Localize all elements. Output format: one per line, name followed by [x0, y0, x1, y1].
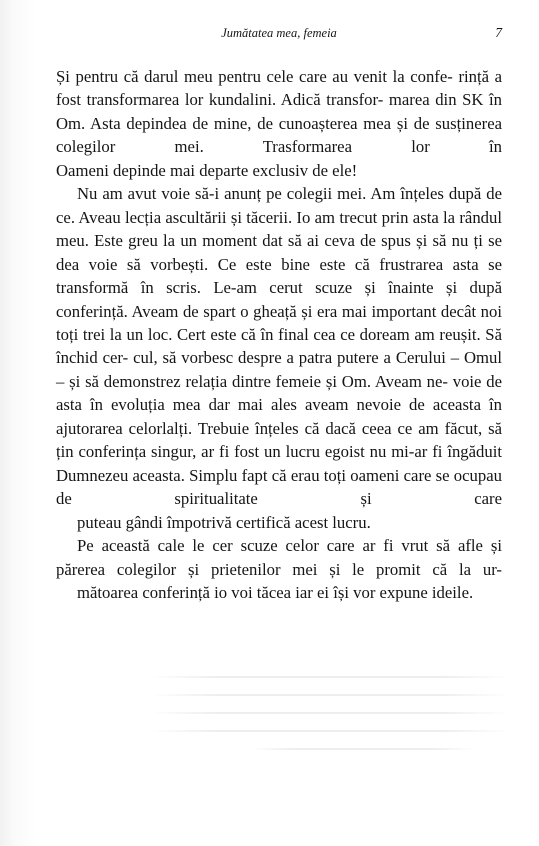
text-line: egoist nu mi-ar fi îngăduit Dumnezeu aceasta. Simplu fapt — [56, 442, 503, 485]
text-line: gheață și era mai important decât noi toți trei la un loc. — [56, 301, 502, 344]
text-line: Nu am avut voie să-i anunț pe colegii mei. Am înțeles — [77, 184, 444, 204]
text-line: că erau toți oameni care se ocupau de spiritualitate și care — [56, 465, 502, 509]
text-line: scuze și înainte și după conferință. Aveam de spart o — [56, 278, 502, 321]
text-line: Cert este că în final cea ce doream am reușit. Să închid cer- — [56, 324, 502, 368]
show-through-line — [150, 694, 510, 696]
text-line: cul, să vorbesc despre a patra putere a Cerului – Omul – — [56, 348, 502, 391]
show-through-texture — [150, 660, 510, 830]
text-line: este că frustrarea asta se transformă în scris. Le-am cerut — [56, 254, 503, 298]
paragraph-2 — [56, 182, 502, 534]
show-through-line — [150, 676, 510, 678]
text-line: ceva de spus și să nu ți se dea voie să vorbești. Ce este bine — [56, 231, 503, 274]
paragraph-3 — [56, 534, 502, 604]
text-line: și părerea colegilor și prietenilor mei și le promit că la ur- — [56, 536, 503, 579]
text-line: mătoarea conferință io voi tăcea iar ei își vor expune ideile. — [77, 582, 474, 602]
text-line: marea din SK în Om. Asta depindea de mine, de cunoașterea — [56, 90, 502, 133]
page-header — [56, 25, 502, 45]
text-line: ce am făcut, să țin conferința singur, ar fi fost un lucru — [56, 418, 502, 462]
paragraph-1 — [56, 65, 502, 182]
show-through-line — [251, 748, 474, 750]
text-line: aceasta în ajutorarea celorlalți. Trebuie înțeles că dacă ceea — [56, 395, 502, 438]
body-text — [56, 65, 502, 604]
text-line: Și pentru că darul meu pentru cele care au venit la confe- — [56, 67, 453, 86]
text-line: Pe această cale le cer scuze celor care ar fi vrut să afle — [77, 536, 483, 556]
show-through-line — [150, 712, 510, 714]
text-line: voie de asta în evoluția mea dar mai ales aveam nevoie de — [56, 371, 503, 415]
text-line: și să demonstrez relația dintre femeie și Om. Aveam ne- — [69, 371, 448, 391]
show-through-line — [150, 730, 510, 732]
text-line: după de ce. Aveau lecția ascultării și tăcerii. Io am trecut — [56, 184, 502, 227]
running-title: Jumătatea mea, femeia — [221, 26, 337, 40]
page-number: 7 — [495, 25, 502, 40]
text-line: Oameni depinde mai departe exclusiv de ele! — [56, 160, 358, 180]
text-line: prin asta la rândul meu. Este greu la un moment dat să ai — [56, 207, 502, 251]
text-line: rință a fost transformarea lor kundalini. Adică transfor- — [56, 67, 503, 110]
text-line: puteau gândi împotrivă certifică acest lucru. — [77, 512, 371, 532]
text-line: mea și de susținerea colegilor mei. Trasformarea lor în — [56, 113, 503, 157]
